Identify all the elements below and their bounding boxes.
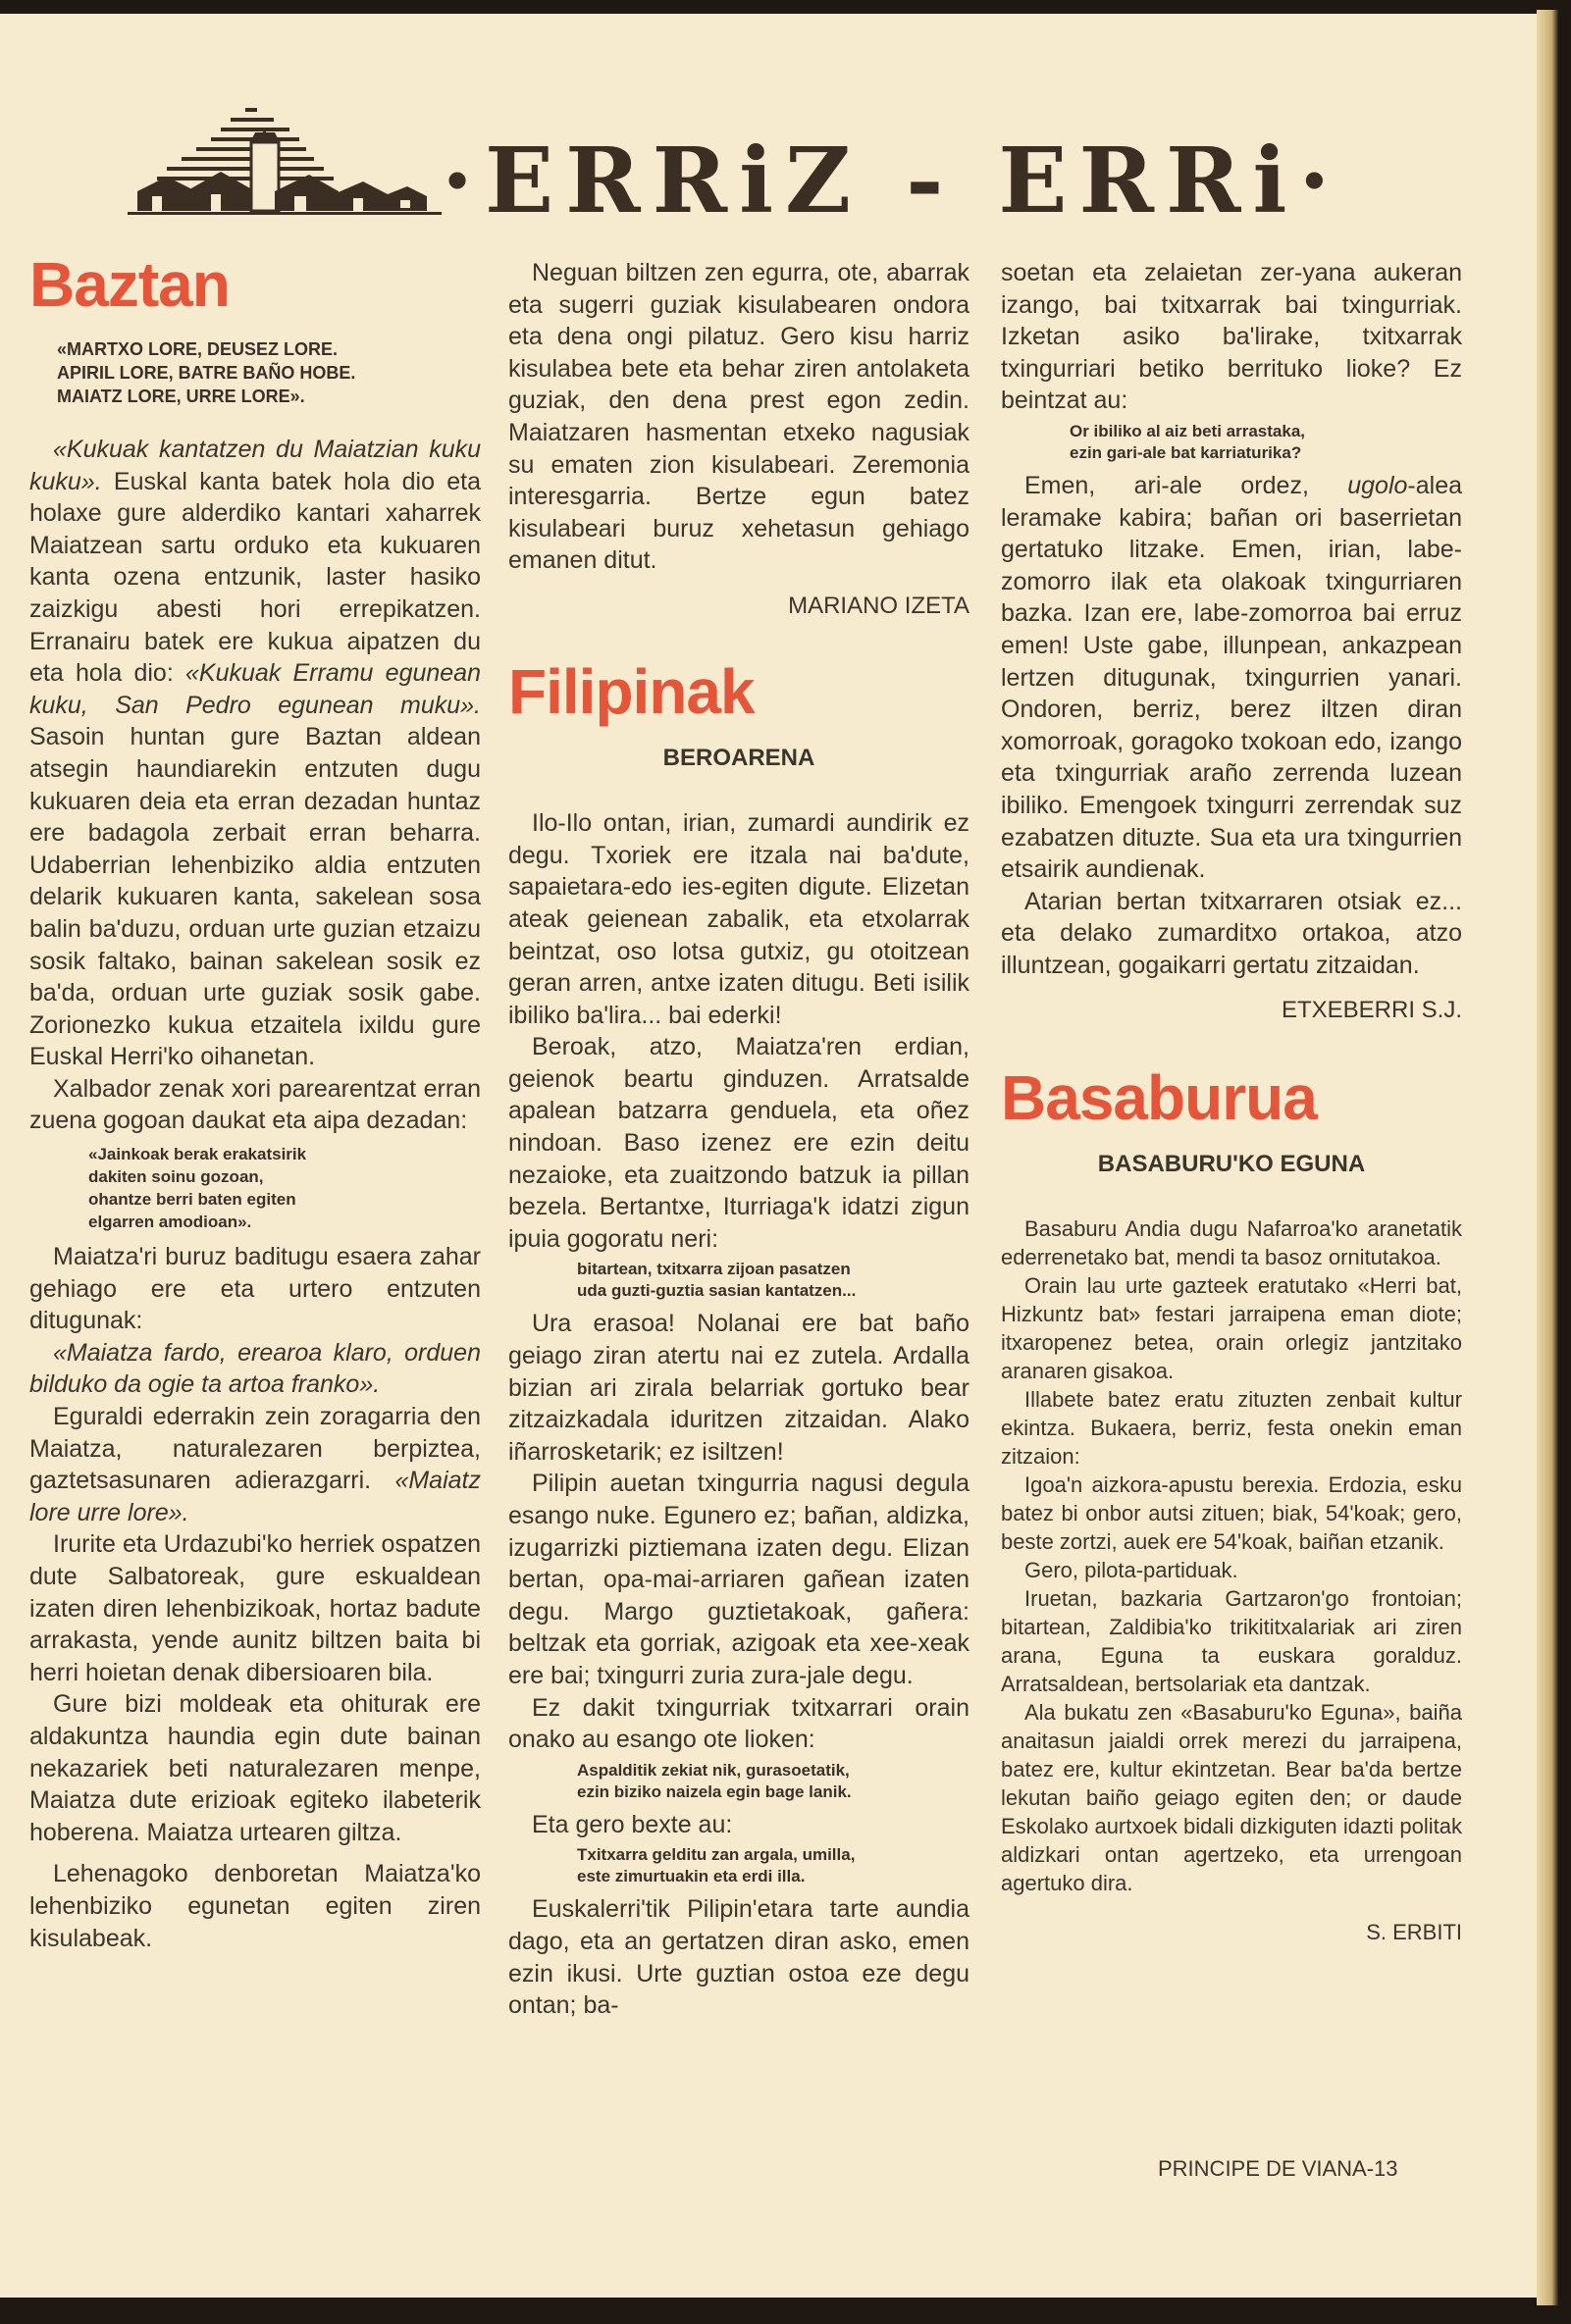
verse-line: ezin biziko naizela egin bage lanik. bbox=[577, 1782, 852, 1801]
verse-line: dakiten soinu gozoan, bbox=[88, 1167, 264, 1187]
paragraph bbox=[29, 1401, 481, 1528]
italic-quote: «Maiatz lore urre lore». bbox=[29, 1467, 481, 1526]
author-signature: ETXEBERRI S.J. bbox=[1281, 997, 1462, 1024]
paragraph: Orain lau urte gazteek eratutako «Herri bat, Hizkuntz bat» festari jarraipena eman diote; itxaropenez betea, orain orlegiz jantzitako aranaren gisakoa. bbox=[1001, 1272, 1462, 1383]
verse-line: Txitxarra gelditu zan argala, umilla, bbox=[577, 1845, 856, 1865]
paragraph: Gero, pilota-partiduak. bbox=[1024, 1557, 1238, 1582]
column-baztan bbox=[29, 249, 481, 1954]
paragraph: Eta gero bexte au: bbox=[532, 1810, 733, 1838]
article-subtitle: BASABURU'KO EGUNA bbox=[1097, 1151, 1366, 1178]
paragraph: Maiatza'ri buruz baditugu esaera zahar gehiago ere eta urtero entzuten ditugunak: bbox=[29, 1243, 481, 1335]
verse-line: ohantze berri baten egiten bbox=[88, 1190, 296, 1210]
paragraph: Neguan biltzen zen egurra, ote, abarrak eta sugerri guziak kisulabearen ondora eta dena ongi pilatuz. Gero kisu harriz kisulabea bete eta behar ziren antolaketa guziak, den dena prest egon zedin. Maiatzaren hasmentan etxeko nagusiak su ematen zion kisulabeari. Zeremonia interesgarria. Bertze egun batez kisulabeari buruz xehetasun gehiago emanen ditut. bbox=[508, 259, 969, 575]
paragraph: Euskalerri'tik Pilipin'etara tarte aundia dago, eta an gertatzen diran asko, emen ezin ikusi. Urte guztian ostoa eze degu ontan; ba- bbox=[508, 1895, 969, 2020]
masthead-title: ·ERRiZ - ERRi· bbox=[442, 128, 1342, 233]
verse-line: bitartean, txitxarra zijoan pasatzen bbox=[577, 1260, 851, 1279]
body-text: -alea leramake kabira; bañan ori baserrietan gertatuko litzake. Emen, irian, labe-zomorro ilak eta olakoak txingurriaren bazka. Izan ere, labe-zomorroa bai erruz emen! Uste gabe, illunpean, ankazpean lertzen ditugunak, txingurrien yanari. Ondoren, berriz, berez iltzen diran xomorroak, goragoko txokoan edo, izango eta txingurriak araño zerrenda luzean ibiliko. Emengoek txingurri zerrendak suz ezabatzen dituzte. Sua eta ura txingurrien etsairik aundienak. bbox=[1001, 471, 1462, 884]
verse-line: uda guzti-guztia sasian kantatzen... bbox=[577, 1281, 857, 1301]
body-text: Eguraldi ederrakin zein zoragarria den Maiatza, naturalezaren berpiztea, gaztetsasunaren adierazgarri. bbox=[29, 1403, 481, 1495]
basaburua-body bbox=[1001, 1214, 1462, 1897]
paragraph: Illabete batez eratu zituzten zenbait kultur ekintza. Bukaera, berriz, festa onekin eman zitzaion: bbox=[1001, 1386, 1462, 1469]
proverb-line: APIRIL LORE, BATRE BAÑO HOBE. bbox=[57, 363, 356, 383]
column-middle bbox=[508, 257, 969, 2022]
body-text: Sasoin huntan gure Baztan aldean atsegin haundiarekin entzuten dugu kukuaren deia eta erran dezadan huntaz ere badagola zerbait erran beharra. Udaberrian lehenbiziko aldia entzuten delarik kukuaren kanta, sakelean sosa balin ba'duzu, orduan urte guzian etzaizu sosik faltako, bainan sakelean sosik ez ba'da, orduan urte guziak sosik gabe. Zorionezko kukua etzaitela ixildu gure Euskal Herri'ko oihanetan. bbox=[29, 723, 481, 1071]
proverb-line: «MARTXO LORE, DEUSEZ LORE. bbox=[57, 339, 339, 359]
verse-line: elgarren amodioan». bbox=[88, 1213, 252, 1232]
page-edge bbox=[1537, 10, 1558, 2305]
verse-block bbox=[577, 1760, 969, 1803]
paragraph: Ala bukatu zen «Basaburu'ko Eguna», baiña anaitasun jaialdi orrek merezi du jarraipena, batez ere, kultur ekintzetan. Bear ba'da bertze lekutan baiño geiago egiten den; or daude Eskolako aurtxoek bidali dizkiguten idazti politak aldizkari ontan agertzeko, eta urrengoan agertuko dira. bbox=[1001, 1699, 1462, 1895]
body-text: Emen, ari-ale ordez, bbox=[1024, 471, 1348, 499]
proverb-line: MAIATZ LORE, URRE LORE». bbox=[57, 387, 305, 406]
paragraph: Pilipin auetan txingurria nagusi degula esango nuke. Egunero ez; bañan, aldizka, izugarrizki piztiemana izaten degu. Elizan bertan, opa-mai-arriaren gañean izaten degu. Margo guztietakoak, gañera: beltzak eta gorriak, azigoak eta xee-xeak ere bai; txingurri zuria zura-jale degu. bbox=[508, 1470, 969, 1689]
verse-line: Or ibiliko al aiz beti arrastaka, bbox=[1070, 421, 1305, 440]
article-subtitle: BEROARENA bbox=[662, 744, 815, 771]
verse-block bbox=[577, 1844, 969, 1887]
italic-quote: «Kukuak kantatzen du Maiatzian kuku kuku». bbox=[29, 436, 481, 495]
verse-line: ezin gari-ale bat karriaturika? bbox=[1070, 442, 1302, 462]
paragraph: Xalbador zenak xori parearentzat erran zuena gogoan daukat eta aipa dezadan: bbox=[29, 1074, 481, 1135]
author-signature: S. ERBITI bbox=[1366, 1919, 1462, 1944]
paragraph-quote: «Maiatza fardo, erearoa klaro, orduen bilduko da ogie ta artoa franko». bbox=[29, 1338, 481, 1399]
article-title-baztan: Baztan bbox=[29, 249, 230, 320]
proverb-block bbox=[57, 337, 481, 408]
paragraph: Gure bizi moldeak eta ohiturak ere aldakuntza haundia egin dute bainan nekazariek beti naturalezaren menpe, Maiatza dute erizioak egiteko ilabeterik hoberena. Maiatza urtearen giltza. bbox=[29, 1690, 481, 1846]
paragraph: Iruetan, bazkaria Gartzaron'go frontoian; bitartean, Zaldibia'ko trikititxalariak ari ziren arana, Eguna ta euskara goralduz. Arratsaldean, bertsolariak eta dantzak. bbox=[1001, 1585, 1462, 1696]
paragraph bbox=[29, 434, 481, 1073]
page-footer: PRINCIPE DE VIANA-13 bbox=[1158, 2156, 1398, 2181]
paragraph: Ura erasoa! Nolanai ere bat baño geiago ziran atertu nai ez zutela. Ardalla bizian ari zirala belarriak gortuko bear zitzaizkadala iduritzen zitzaidan. Alako iñarrosketarik; ez isiltzen! bbox=[508, 1310, 969, 1466]
verse-line: «Jainkoak berak erakatsirik bbox=[88, 1145, 307, 1164]
paragraph: Irurite eta Urdazubi'ko herriek ospatzen dute Salbatoreak, gure eskualdean izaten diren lehenbizikoak, hortaz badute arrakasta, yende aunitz biltzen baita bi herri hoietan denak dibersioaren bila. bbox=[29, 1530, 481, 1686]
author-signature: MARIANO IZETA bbox=[788, 592, 969, 619]
paragraph: Beroak, atzo, Maiatza'ren erdian, geienok beartu ginduzen. Arratsalde apalean batzarra genduela, eta oñez nindoan. Baso izenez ere ezin deitu nezaioke, eta zuaitzondo batzuk ia pillan bezela. Bertantxe, Iturriaga'k idatzi zigun ipuia gogoratu neri: bbox=[508, 1033, 969, 1253]
italic-quote: «Kukuak Erramu egunean kuku, San Pedro egunean muku». bbox=[29, 659, 481, 719]
italic-word: ugolo bbox=[1347, 471, 1408, 499]
verse-block bbox=[1070, 421, 1462, 464]
verse-block bbox=[88, 1143, 481, 1233]
paragraph: soetan eta zelaietan zer-yana aukeran izango, bai txitxarrak bai txingurriak. Izketan asiko ba'lirake, txitxarrak txingurriari betiko berrituko lioke? Ez beintzat au: bbox=[1001, 259, 1462, 415]
verse-line: este zimurtuakin eta erdi illa. bbox=[577, 1867, 806, 1886]
paragraph: Ilo-Ilo ontan, irian, zumardi aundirik ez degu. Txoriek ere itzala nai ba'dute, sapaietara-edo ies-egiten digute. Elizetan ateak geienean zabalik, eta etxolarrak beintzat, oso lotsa gutxiz, gu otoitzean geran arren, antxe izaten ditugu. Beti isilik ibiliko ba'lira... bai ederki! bbox=[508, 809, 969, 1029]
paragraph: Ez dakit txingurriak txitxarrari orain onako au esango ote lioken: bbox=[508, 1693, 969, 1754]
column-right bbox=[1001, 257, 1462, 1948]
paragraph: Lehenagoko denboretan Maiatza'ko lehenbiziko egunetan egiten ziren kisulabeak. bbox=[29, 1860, 481, 1952]
paragraph: Igoa'n aizkora-apustu berexia. Erdozia, esku batez bi onbor autsi zituen; biak, 54'koak; gero, beste zortzi, auek ere 54'koak, baiñan etzanik. bbox=[1001, 1472, 1462, 1554]
verse-line: Aspalditik zekiat nik, gurasoetatik, bbox=[577, 1760, 850, 1780]
verse-block bbox=[577, 1259, 969, 1302]
masthead bbox=[128, 98, 1442, 233]
village-church-icon bbox=[128, 98, 442, 221]
paragraph bbox=[1001, 470, 1462, 886]
paragraph: Atarian bertan txitxarraren otsiak ez... eta delako zumarditxo ortakoa, atzo illuntzean, gogaikarri gertatu zitzaidan. bbox=[1001, 887, 1462, 979]
article-title-basaburua: Basaburua bbox=[1001, 1062, 1317, 1134]
article-title-filipinak: Filipinak bbox=[508, 655, 755, 727]
body-text: Euskal kanta batek hola dio eta holaxe gure alderdiko kantari xaharrek Maiatzean sartu orduko eta kukuaren kanta ozena entzunik, laster hasiko zaizkigu abesti hori errepikatzen. Erranairu batek ere kukua aipatzen du eta hola dio: bbox=[29, 467, 481, 688]
paragraph: Basaburu Andia dugu Nafarroa'ko aranetatik ederrenetako bat, mendi ta basoz ornitutakoa. bbox=[1001, 1215, 1462, 1269]
